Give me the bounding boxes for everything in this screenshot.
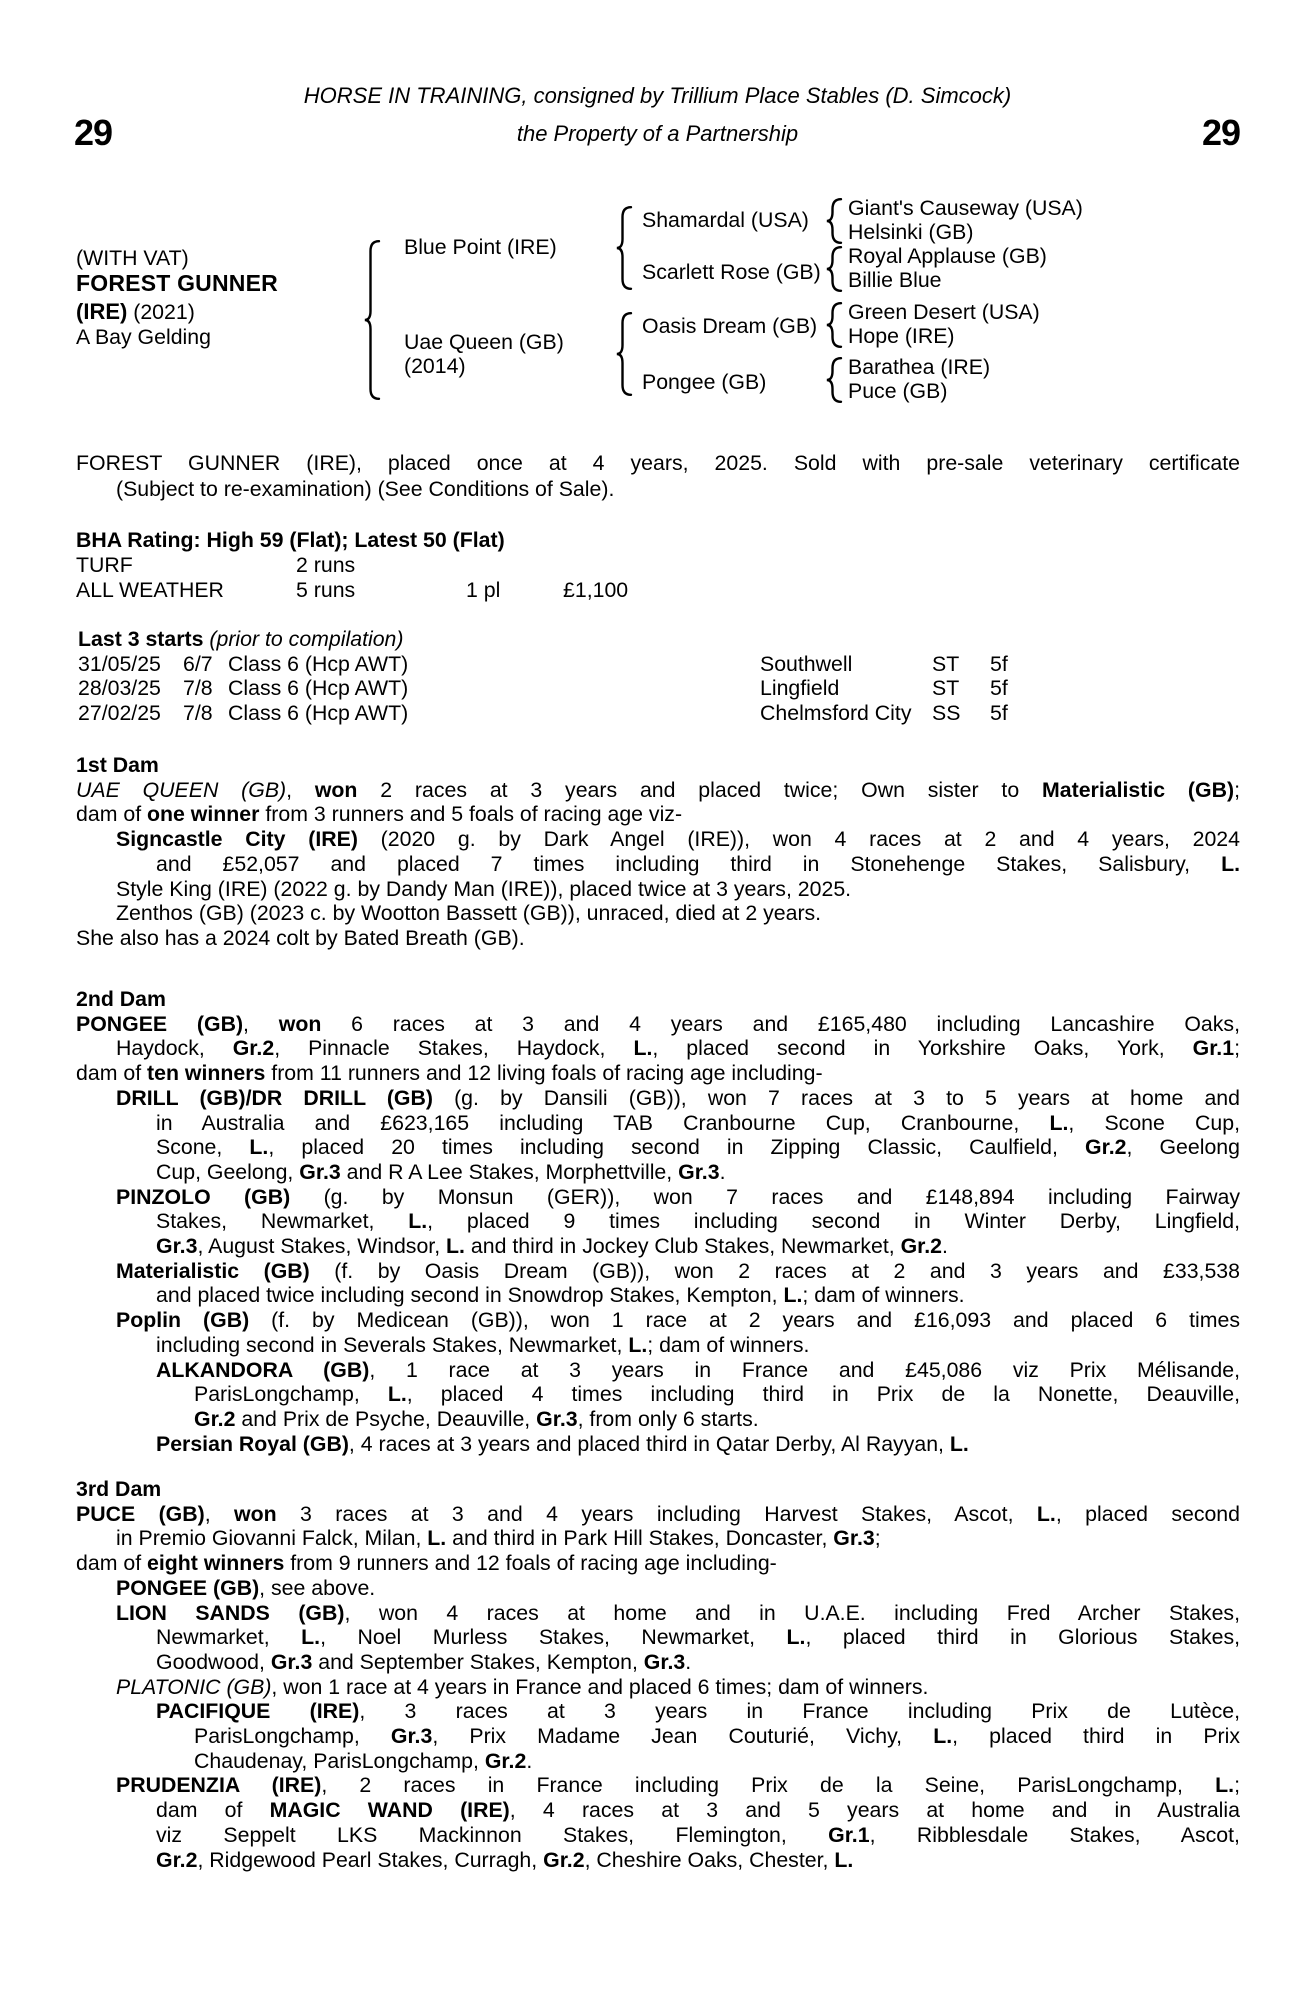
last-starts-title: Last 3 starts xyxy=(78,627,210,651)
page-title: HORSE IN TRAINING, consigned by Trillium Place Stables (D. Simcock) xyxy=(303,83,1012,108)
text-segment: in Premio Giovanni Falck, Milan, xyxy=(116,1526,428,1551)
text-segment: in Australia and £623,165 including TAB Cranbourne Cup, Cranbourne, xyxy=(156,1110,1050,1135)
pedigree-text-line xyxy=(76,1848,1240,1873)
text-segment: from 11 runners and 12 living foals of racing age including- xyxy=(265,1061,823,1086)
race-row xyxy=(78,652,1178,677)
lot-number-right: 29 xyxy=(1201,112,1240,153)
pedigree-brace xyxy=(826,357,843,403)
pedigree-text-line xyxy=(76,1358,1240,1383)
pedigree-brace xyxy=(826,198,843,244)
race-going: SS xyxy=(932,700,961,725)
pedigree-text-line xyxy=(76,1185,1240,1210)
text-segment: and £52,057 and placed 7 times including third in Stonehenge Stakes, Salisbury, xyxy=(156,851,1222,876)
text-segment: , Ridgewood Pearl Stakes, Curragh, xyxy=(197,1847,544,1872)
text-segment: L. xyxy=(387,1382,407,1407)
text-segment: ; dam of winners. xyxy=(802,1283,965,1308)
text-segment: , August Stakes, Windsor, xyxy=(197,1234,447,1259)
pedigree-text-line xyxy=(76,901,1240,926)
text-segment: Materialistic (GB) xyxy=(1042,777,1235,802)
pedigree-text-line xyxy=(76,1432,1240,1457)
pedigree-text-line xyxy=(76,1724,1240,1749)
text-segment: L. xyxy=(1049,1110,1069,1135)
pedigree-text-line xyxy=(76,1798,1240,1823)
text-segment: , Cheshire Oaks, Chester, xyxy=(584,1847,835,1872)
pedigree-text-line xyxy=(76,1823,1240,1848)
pedigree-text-line xyxy=(76,1773,1240,1798)
text-segment: 2 races at 3 years and placed twice; Own sister to xyxy=(357,777,1043,802)
great-grandparent-name: Helsinki (GB) xyxy=(848,220,974,244)
rating-places: 1 pl xyxy=(466,578,501,602)
race-going: ST xyxy=(932,651,960,676)
great-grandparent-name: Hope (IRE) xyxy=(848,324,955,348)
race-row xyxy=(78,701,1178,726)
race-pos: 6/7 xyxy=(183,651,213,676)
pedigree-text-line xyxy=(76,1625,1240,1650)
text-segment: ; xyxy=(1234,777,1240,802)
page-subtitle: the Property of a Partnership xyxy=(516,121,799,146)
text-segment: FOREST GUNNER (IRE), placed once at 4 years, 2025. Sold with pre-sale veterinary certificate xyxy=(76,451,1240,475)
text-segment: , Prix Madame Jean Couturié, Vichy, xyxy=(432,1724,934,1749)
text-segment: Scone, xyxy=(156,1135,250,1160)
sire-name: Blue Point (IRE) xyxy=(404,235,557,259)
text-segment: ten winners xyxy=(147,1061,266,1086)
pedigree-text-line xyxy=(76,1650,1240,1675)
pedigree-text-line xyxy=(76,827,1240,852)
horse-suffix-year xyxy=(76,300,195,324)
pedigree-text-line xyxy=(76,1526,1240,1551)
pedigree-brace xyxy=(826,302,843,348)
text-segment: , placed second in Yorkshire Oaks, York, xyxy=(652,1036,1193,1061)
rating-earnings xyxy=(563,553,1240,578)
text-segment: one winner xyxy=(147,802,260,827)
text-segment: L. xyxy=(427,1526,447,1551)
text-segment: , placed 9 times including second in Winter Derby, Lingfield, xyxy=(427,1209,1240,1234)
text-segment: ; xyxy=(1234,1773,1240,1798)
pedigree-text-line xyxy=(76,1407,1240,1432)
text-segment: PUCE (GB) xyxy=(76,1501,205,1526)
text-segment: L. xyxy=(834,1847,854,1872)
text-segment: , Pinnacle Stakes, Haydock, xyxy=(274,1036,634,1061)
text-segment: Gr.2 xyxy=(484,1748,527,1773)
text-segment: Stakes, Newmarket, xyxy=(156,1209,409,1234)
pedigree-text-line xyxy=(76,802,1240,827)
text-segment: L. xyxy=(1036,1501,1056,1526)
text-segment: . xyxy=(526,1748,533,1773)
pedigree-text-line xyxy=(76,877,1240,902)
text-segment: Gr.3 xyxy=(390,1724,433,1749)
pedigree-text-line xyxy=(76,1551,1240,1576)
rating-row xyxy=(76,578,1240,603)
text-segment: PONGEE (GB) xyxy=(116,1575,260,1600)
pedigree-text-line xyxy=(76,1160,1240,1185)
pedigree-text-line xyxy=(76,1675,1240,1700)
text-segment: L. xyxy=(408,1209,428,1234)
text-segment: , placed 4 times including third in Prix de la Nonette, Deauville, xyxy=(406,1382,1240,1407)
text-segment: PONGEE (GB) xyxy=(76,1011,244,1036)
race-dist: 5f xyxy=(990,700,1008,725)
text-segment: Cup, Geelong, xyxy=(156,1159,300,1184)
text-segment: eight winners xyxy=(147,1551,285,1576)
last-starts-block xyxy=(78,627,1178,725)
text-segment: Gr.2 xyxy=(543,1847,585,1872)
sale-note-line xyxy=(76,476,1240,502)
text-segment: L. xyxy=(249,1135,269,1160)
text-segment: MAGIC WAND (IRE) xyxy=(269,1798,510,1823)
text-segment: L. xyxy=(446,1234,465,1259)
dam-section-heading: 1st Dam xyxy=(76,753,159,777)
race-course: Southwell xyxy=(760,651,853,676)
pedigree-text-line xyxy=(76,1012,1240,1037)
text-segment: and Prix de Psyche, Deauville, xyxy=(235,1406,537,1431)
horse-description: A Bay Gelding xyxy=(76,325,211,349)
text-segment: PINZOLO (GB) xyxy=(116,1184,291,1209)
text-segment: ParisLongchamp, xyxy=(194,1724,391,1749)
pedigree-text-line xyxy=(76,1234,1240,1259)
great-grandparent-name: Puce (GB) xyxy=(848,379,948,403)
text-segment: and R A Lee Stakes, Morphettville, xyxy=(340,1159,679,1184)
sale-note-line xyxy=(76,450,1240,476)
text-segment: , see above. xyxy=(259,1575,376,1600)
text-segment: , placed third in Prix xyxy=(952,1724,1240,1749)
text-segment: ; xyxy=(874,1526,881,1551)
text-segment: and third in Jockey Club Stakes, Newmarket, xyxy=(464,1234,901,1259)
pedigree-text-line xyxy=(76,778,1240,803)
race-course: Lingfield xyxy=(760,676,840,700)
pedigree-text-line xyxy=(76,1111,1240,1136)
race-race: Class 6 (Hcp AWT) xyxy=(228,651,409,676)
text-segment: , xyxy=(204,1501,235,1526)
pedigree-text-line xyxy=(76,852,1240,877)
grandparent-name: Oasis Dream (GB) xyxy=(642,314,818,338)
text-segment: LION SANDS (GB) xyxy=(116,1600,345,1625)
dam-section-heading: 2nd Dam xyxy=(76,987,166,1011)
vat-note: (WITH VAT) xyxy=(76,246,189,270)
text-segment: Gr.2 xyxy=(1085,1135,1127,1160)
grandparent-name: Scarlett Rose (GB) xyxy=(642,260,821,284)
pedigree-text-line xyxy=(76,1086,1240,1111)
text-segment: . xyxy=(685,1649,692,1674)
race-race: Class 6 (Hcp AWT) xyxy=(228,676,409,700)
rating-runs: 2 runs xyxy=(296,553,356,577)
text-segment: Goodwood, xyxy=(156,1649,271,1674)
rating-rows xyxy=(76,553,1240,603)
race-dist: 5f xyxy=(990,651,1008,676)
great-grandparent-name: Barathea (IRE) xyxy=(848,355,991,379)
text-segment: L. xyxy=(933,1724,953,1749)
race-date: 27/02/25 xyxy=(78,700,161,725)
text-segment: She also has a 2024 colt by Bated Breath (GB). xyxy=(76,925,525,950)
grandparent-name: Pongee (GB) xyxy=(642,370,767,394)
text-segment: won xyxy=(234,1501,277,1526)
race-rows xyxy=(78,652,1178,726)
pedigree-text-line xyxy=(76,1749,1240,1774)
bha-rating: BHA Rating: High 59 (Flat); Latest 50 (Flat) xyxy=(76,528,505,552)
great-grandparent-name: Royal Applause (GB) xyxy=(848,244,1047,268)
dam-section-heading: 3rd Dam xyxy=(76,1477,162,1501)
text-segment: Materialistic (GB) xyxy=(116,1258,310,1283)
text-segment: PRUDENZIA (IRE) xyxy=(116,1773,322,1798)
text-segment: PLATONIC (GB) xyxy=(116,1674,272,1699)
pedigree-brace xyxy=(616,312,633,396)
text-segment: from 3 runners and 5 foals of racing age viz- xyxy=(259,802,683,827)
text-segment: Gr.3 xyxy=(536,1406,578,1431)
text-segment: (f. by Oasis Dream (GB)), won 2 races at 2 and 3 years and £33,538 xyxy=(309,1258,1240,1283)
text-segment: dam of xyxy=(76,1551,148,1576)
pedigree-text-line xyxy=(76,1036,1240,1061)
text-segment: . xyxy=(942,1234,948,1259)
text-segment: L. xyxy=(633,1036,653,1061)
pedigree-text-line xyxy=(76,1283,1240,1308)
pedigree-text-line xyxy=(76,1601,1240,1626)
text-segment: won xyxy=(314,777,358,802)
text-segment: L. xyxy=(786,1625,806,1650)
text-segment: Gr.3 xyxy=(833,1526,875,1551)
pedigree-text-line xyxy=(76,1576,1240,1601)
text-segment: Gr.3 xyxy=(270,1649,313,1674)
text-segment: Persian Royal (GB) xyxy=(156,1431,349,1456)
text-segment: , Geelong xyxy=(1126,1135,1240,1160)
text-segment: L. xyxy=(301,1625,321,1650)
dam-name: Uae Queen (GB) xyxy=(404,330,564,354)
text-segment: Gr.1 xyxy=(828,1822,870,1847)
text-segment: dam of xyxy=(156,1798,270,1823)
text-segment: , placed second xyxy=(1055,1501,1240,1526)
text-segment: Chaudenay, ParisLongchamp, xyxy=(194,1748,485,1773)
text-segment: , won 1 race at 4 years in France and placed 6 times; dam of winners. xyxy=(271,1674,929,1699)
pedigree-text-line xyxy=(76,1061,1240,1086)
text-segment: Gr.1 xyxy=(1192,1036,1235,1061)
text-segment: viz Seppelt LKS Mackinnon Stakes, Flemington, xyxy=(156,1822,829,1847)
text-segment: ALKANDORA (GB) xyxy=(156,1357,370,1382)
pedigree-text-line xyxy=(76,1699,1240,1724)
text-segment: , placed 20 times including second in Zipping Classic, Caulfield, xyxy=(268,1135,1086,1160)
pedigree-text-line xyxy=(76,1308,1240,1333)
text-segment: , placed third in Glorious Stakes, xyxy=(805,1625,1241,1650)
text-segment: L. xyxy=(628,1332,648,1357)
text-segment: dam of xyxy=(76,1061,148,1086)
great-grandparent-name: Giant's Causeway (USA) xyxy=(848,196,1083,220)
horse-year: (2021) xyxy=(127,300,195,324)
race-race: Class 6 (Hcp AWT) xyxy=(228,700,409,725)
text-segment: Gr.3 xyxy=(156,1234,198,1259)
text-segment: Gr.2 xyxy=(232,1036,275,1061)
pedigree-text-line xyxy=(76,1333,1240,1358)
race-pos: 7/8 xyxy=(183,700,213,725)
text-segment: Poplin (GB) xyxy=(116,1308,250,1333)
text-segment: Gr.3 xyxy=(299,1159,341,1184)
text-segment: Zenthos (GB) (2023 c. by Wootton Bassett (GB)), unraced, died at 2 years. xyxy=(116,901,822,926)
race-date: 28/03/25 xyxy=(78,676,161,700)
dam-year: (2014) xyxy=(404,354,466,378)
text-segment: , 1 race at 3 years in France and £45,086 viz Prix Mélisande, xyxy=(369,1357,1240,1382)
text-segment: L. xyxy=(1221,851,1240,876)
text-segment: Haydock, xyxy=(116,1036,233,1061)
race-date: 31/05/25 xyxy=(78,651,161,676)
text-segment: Gr.2 xyxy=(156,1847,198,1872)
pedigree-brace xyxy=(826,246,843,292)
text-segment: , 4 races at 3 years and placed third in Qatar Derby, Al Rayyan, xyxy=(348,1431,950,1456)
text-segment: , Scone Cup, xyxy=(1068,1110,1241,1135)
pedigree-text-line xyxy=(76,1502,1240,1527)
race-pos: 7/8 xyxy=(183,676,213,700)
text-segment: Gr.3 xyxy=(643,1649,686,1674)
text-segment: . xyxy=(719,1159,726,1184)
sale-note xyxy=(76,450,1240,502)
text-segment: ; dam of winners. xyxy=(647,1332,810,1357)
horse-suffix: (IRE) xyxy=(76,299,128,324)
text-segment: , 4 races at 3 and 5 years at home and in Australia xyxy=(509,1798,1240,1823)
text-segment: , xyxy=(286,777,315,802)
rating-places xyxy=(466,553,563,578)
dam-section-2 xyxy=(76,987,1240,1456)
great-grandparent-name: Billie Blue xyxy=(848,268,942,292)
text-segment: , xyxy=(243,1011,279,1036)
pedigree-text-line xyxy=(76,1135,1240,1160)
rating-surface: ALL WEATHER xyxy=(76,578,224,602)
text-segment: ; xyxy=(1234,1036,1240,1061)
text-segment: and placed twice including second in Snowdrop Stakes, Kempton, xyxy=(156,1283,784,1308)
text-segment: , from only 6 starts. xyxy=(577,1406,759,1431)
text-segment: and third in Park Hill Stakes, Doncaster, xyxy=(446,1526,834,1551)
race-course: Chelmsford City xyxy=(760,700,912,725)
pedigree-text-line xyxy=(76,1382,1240,1407)
rating-row xyxy=(76,553,1240,578)
text-segment: Gr.2 xyxy=(194,1406,236,1431)
text-segment: L. xyxy=(949,1431,969,1456)
grandparent-name: Shamardal (USA) xyxy=(642,208,809,232)
text-segment: L. xyxy=(783,1283,803,1308)
last-starts-subtitle: (prior to compilation) xyxy=(209,627,404,651)
text-segment: from 9 runners and 12 foals of racing age including- xyxy=(284,1551,777,1576)
horse-name: FOREST GUNNER xyxy=(76,270,278,296)
pedigree-text-line xyxy=(76,926,1240,951)
pedigree-brace xyxy=(616,206,633,290)
rating-earnings: £1,100 xyxy=(563,578,629,602)
text-segment: Gr.3 xyxy=(678,1159,720,1184)
text-segment: (2020 g. by Dark Angel (IRE)), won 4 races at 2 and 4 years, 2024 xyxy=(357,827,1240,852)
text-segment: , won 4 races at home and in U.A.E. including Fred Archer Stakes, xyxy=(344,1600,1240,1625)
text-segment: , 2 races in France including Prix de la Seine, ParisLongchamp, xyxy=(321,1773,1216,1798)
text-segment: and September Stakes, Kempton, xyxy=(312,1649,644,1674)
text-segment: (g. by Dansili (GB)), won 7 races at 3 to 5 years at home and xyxy=(432,1085,1240,1110)
text-segment: 3 races at 3 and 4 years including Harvest Stakes, Ascot, xyxy=(276,1501,1037,1526)
text-segment: , Ribblesdale Stakes, Ascot, xyxy=(869,1822,1240,1847)
rating-block xyxy=(76,528,1240,603)
text-segment: 6 races at 3 and 4 years and £165,480 including Lancashire Oaks, xyxy=(321,1011,1240,1036)
pedigree-text-line xyxy=(76,1209,1240,1234)
race-dist: 5f xyxy=(990,676,1008,700)
text-segment: dam of xyxy=(76,802,148,827)
text-segment: won xyxy=(278,1011,322,1036)
great-grandparent-name: Green Desert (USA) xyxy=(848,300,1040,324)
text-segment: Newmarket, xyxy=(156,1625,302,1650)
text-segment: PACIFIQUE (IRE) xyxy=(156,1699,360,1724)
text-segment: including second in Severals Stakes, Newmarket, xyxy=(156,1332,629,1357)
text-segment: , 3 races at 3 years in France including Prix de Lutèce, xyxy=(359,1699,1240,1724)
text-segment: ParisLongchamp, xyxy=(194,1382,388,1407)
lot-number-left: 29 xyxy=(74,112,113,153)
last-starts-heading xyxy=(78,627,1178,652)
pedigree-brace xyxy=(364,240,381,400)
text-segment: Style King (IRE) (2022 g. by Dandy Man (IRE)), placed twice at 3 years, 2025. xyxy=(116,876,852,901)
dam-section-3 xyxy=(76,1477,1240,1872)
race-row xyxy=(78,676,1178,701)
text-segment: L. xyxy=(1215,1773,1235,1798)
rating-runs: 5 runs xyxy=(296,578,356,602)
text-segment: Signcastle City (IRE) xyxy=(116,827,358,852)
text-segment: (Subject to re-examination) (See Conditions of Sale). xyxy=(116,477,615,501)
text-segment: (g. by Monsun (GER)), won 7 races and £148,894 including Fairway xyxy=(290,1184,1240,1209)
text-segment: UAE QUEEN (GB) xyxy=(76,777,287,802)
text-segment: Gr.2 xyxy=(900,1234,943,1259)
text-segment: , Noel Murless Stakes, Newmarket, xyxy=(320,1625,787,1650)
race-going: ST xyxy=(932,676,960,700)
rating-surface: TURF xyxy=(76,553,133,577)
text-segment: (f. by Medicean (GB)), won 1 race at 2 years and £16,093 and placed 6 times xyxy=(249,1308,1240,1333)
text-segment: DRILL (GB)/DR DRILL (GB) xyxy=(116,1085,433,1110)
dam-section-1 xyxy=(76,753,1240,951)
pedigree-text-line xyxy=(76,1259,1240,1284)
